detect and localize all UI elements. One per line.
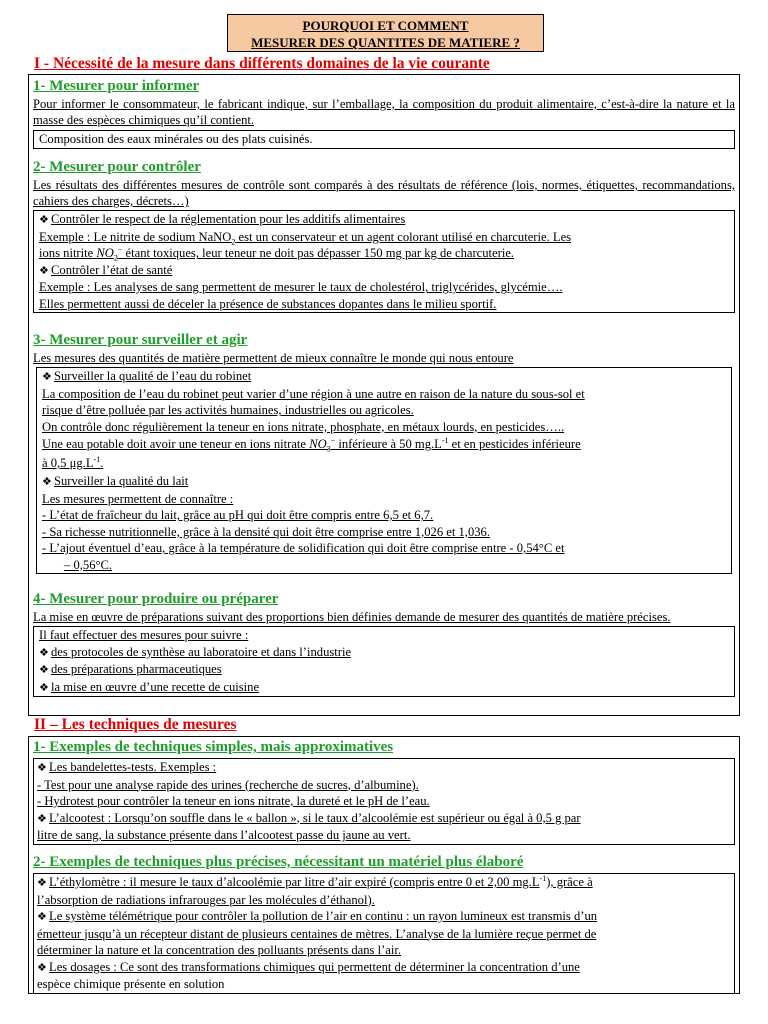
section-techniques-simples: [33, 738, 735, 845]
superscript: −: [330, 436, 336, 446]
body-line: Une eau potable doit avoir une teneur en ions nitrate: [42, 437, 310, 452]
diamond-bullet-icon: ❖: [39, 646, 49, 659]
technique-text: déterminer la nature et la concentration des polluants présents dans l’air.: [37, 943, 402, 957]
superscript: -1: [539, 873, 547, 883]
subscript: 2: [231, 237, 236, 247]
example-box: [33, 210, 735, 313]
technique-text: Le système télémétrique pour contrôler la pollution de l’air en continu : un rayon lumineux est transmis d’un: [49, 909, 598, 923]
title-line-2: MESURER DES QUANTITES DE MATIERE ?: [251, 35, 520, 50]
section-heading: 2- Exemples de techniques plus précises, nécessitant un matériel plus élaboré: [33, 854, 524, 870]
paragraph: Pour informer le consommateur, le fabricant indique, sur l’emballage, la composition du produit alimentaire, c’est-à-dire la nature et la masse des espèces chimiques qu’il contient.: [33, 97, 735, 128]
section-informer: [33, 77, 735, 149]
example-text: Exemple : Les analyses de sang permettent de mesurer le taux de cholestérol, triglycérides, glycémie….: [39, 280, 563, 295]
paragraph: Les mesures des quantités de matière permettent de mieux connaître le monde qui nous entoure: [33, 351, 514, 365]
diamond-bullet-icon: ❖: [42, 371, 52, 384]
bullet-text: Contrôler le respect de la réglementation pour les additifs alimentaires: [51, 212, 406, 227]
body-line: à 0,5 μg.L: [42, 456, 94, 471]
technique-text: ), grâce à: [546, 875, 593, 889]
bullet-text: Surveiller la qualité de l’eau du robinet: [54, 369, 252, 384]
example-box: [33, 130, 735, 149]
superscript: -1: [441, 436, 449, 446]
diamond-bullet-icon: ❖: [37, 911, 47, 923]
section-surveiller: [33, 331, 735, 574]
example-box: [33, 626, 735, 697]
technique-text: L’alcootest : Lorsqu’on souffle dans le « ballon », si le taux d’alcoolémie est supérieur ou égal à 0,5 g par: [49, 810, 581, 825]
part-1-heading: I - Nécessité de la mesure dans différents domaines de la vie courante: [34, 55, 490, 72]
example-text: ions nitrite: [39, 246, 97, 261]
example-text: Exemple : Le nitrite de sodium NaNO: [39, 229, 232, 244]
part-2-frame: [28, 736, 740, 994]
example-box: [36, 367, 732, 574]
section-produire: [33, 590, 735, 697]
intro-text: Il faut effectuer des mesures pour suivre :: [39, 628, 249, 643]
diamond-bullet-icon: ❖: [37, 762, 47, 774]
body-line: risque d’être polluée par les activités humaines, industrielles ou agricoles.: [42, 403, 414, 418]
subscript: 2: [113, 253, 118, 263]
example-text: étant toxiques, leur teneur ne doit pas dépasser 150 mg par kg de charcuterie.: [122, 246, 515, 261]
paragraph: La mise en œuvre de préparations suivant des proportions bien définies demande de mesurer des quantités de matière précises.: [33, 610, 671, 624]
diamond-bullet-icon: ❖: [39, 264, 49, 277]
technique-box: [33, 758, 735, 845]
part-2-heading: II – Les techniques de mesures: [34, 716, 237, 733]
section-heading: 3- Mesurer pour surveiller et agir: [33, 332, 248, 348]
body-line: .: [100, 456, 104, 471]
section-heading: 4- Mesurer pour produire ou préparer: [33, 591, 279, 607]
list-item: des préparations pharmaceutiques: [51, 662, 222, 677]
body-line: inférieure à 50 mg.L: [335, 437, 442, 452]
superscript: -1: [93, 455, 101, 465]
title-line-1: POURQUOI ET COMMENT: [302, 18, 469, 33]
technique-text: litre de sang, la substance présente dans l’alcootest passe du jaune au vert.: [37, 828, 411, 842]
technique-text: l’absorption de radiations infrarouges par les molécules d’éthanol).: [37, 892, 375, 907]
list-item: des protocoles de synthèse au laboratoire et dans l’industrie: [51, 644, 352, 659]
technique-text: espèce chimique présente en solution: [37, 977, 225, 991]
example-text: Composition des eaux minérales ou des plats cuisinés.: [39, 132, 313, 147]
nitrate-ion: NO: [309, 437, 327, 452]
body-line: - Sa richesse nutritionnelle, grâce à la densité qui doit être comprise entre 1,026 et 1,036.: [42, 524, 490, 539]
diamond-bullet-icon: ❖: [39, 681, 49, 694]
list-item: la mise en œuvre d’une recette de cuisine: [51, 679, 260, 694]
diamond-bullet-icon: ❖: [37, 877, 47, 889]
example-text: est un conservateur et un agent colorant utilisé en charcuterie. Les: [235, 229, 572, 244]
technique-text: - Hydrotest pour contrôler la teneur en ions nitrate, la dureté et le pH de l’eau.: [37, 794, 430, 808]
nitrite-ion: NO: [96, 246, 114, 261]
body-line: – 0,56°C.: [64, 557, 113, 572]
body-line: et en pesticides inférieure: [448, 437, 581, 452]
diamond-bullet-icon: ❖: [39, 214, 49, 227]
technique-text: Les bandelettes-tests. Exemples :: [49, 760, 217, 774]
section-heading: 2- Mesurer pour contrôler: [33, 159, 201, 175]
page-title: [227, 14, 544, 52]
diamond-bullet-icon: ❖: [42, 476, 52, 489]
technique-text: émetteur jusqu’à un récepteur distant de plusieurs centaines de mètres. L’analyse de la lumière reçue permet de: [37, 926, 597, 941]
body-line: On contrôle donc régulièrement la teneur en ions nitrate, phosphate, en métaux lourds, en pesticides…..: [42, 419, 565, 434]
body-line: - L’état de fraîcheur du lait, grâce au pH qui doit être compris entre 6,5 et 6,7.: [42, 508, 434, 523]
bullet-text: Surveiller la qualité du lait: [54, 474, 189, 489]
subscript: 3: [326, 444, 331, 454]
bullet-text: Contrôler l’état de santé: [51, 262, 173, 277]
body-line: - L’ajout éventuel d’eau, grâce à la température de solidification qui doit être comprise entre - 0,54°C et: [42, 541, 565, 556]
paragraph: Les résultats des différentes mesures de contrôle sont comparés à des résultats de référence (lois, normes, étiquettes, recommandations, cahiers des charges, décrets…): [33, 178, 735, 209]
superscript: −: [117, 245, 123, 255]
body-line: La composition de l’eau du robinet peut varier d’une région à une autre en raison de la nature du sous-sol et: [42, 386, 585, 401]
section-controler: [33, 158, 735, 313]
part-1-frame: [28, 74, 740, 716]
diamond-bullet-icon: ❖: [37, 961, 47, 974]
section-heading: 1- Exemples de techniques simples, mais approximatives: [33, 739, 394, 755]
technique-box: [33, 873, 735, 994]
section-techniques-precises: [33, 853, 735, 994]
section-heading: 1- Mesurer pour informer: [33, 78, 200, 94]
body-line: Les mesures permettent de connaître :: [42, 491, 234, 506]
technique-text: - Test pour une analyse rapide des urines (recherche de sucres, d’albumine).: [37, 777, 419, 792]
diamond-bullet-icon: ❖: [39, 664, 49, 677]
technique-text: Les dosages : Ce sont des transformations chimiques qui permettent de déterminer la concentration d’une: [49, 959, 580, 974]
technique-text: L’éthylomètre : il mesure le taux d’alcoolémie par litre d’air expiré (compris entre 0 et 2,00 mg.L: [49, 875, 540, 889]
diamond-bullet-icon: ❖: [37, 812, 47, 825]
example-text: Elles permettent aussi de déceler la présence de substances dopantes dans le milieu sportif.: [39, 296, 497, 311]
